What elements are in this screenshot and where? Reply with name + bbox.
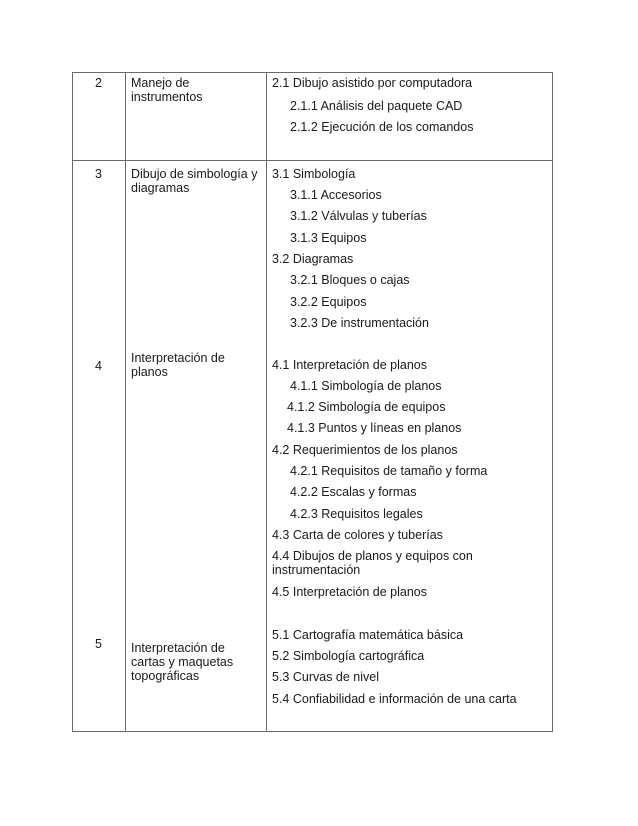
unit-topic: Interpretación de planos <box>131 351 225 379</box>
subtopic-item: 2.1.2 Ejecución de los comandos <box>290 120 474 134</box>
unit-number: 4 <box>95 359 102 373</box>
unit-number: 5 <box>95 637 102 651</box>
subtopic-item: 3.2.3 De instrumentación <box>290 316 429 330</box>
topic-item: 5.3 Curvas de nivel <box>272 670 380 684</box>
subtopic-item: 2.1.1 Análisis del paquete CAD <box>290 99 463 113</box>
column-divider <box>125 73 126 731</box>
subtopic-item: 3.1.1 Accesorios <box>290 188 382 202</box>
subtopic-item: 4.1.3 Puntos y líneas en planos <box>287 421 462 435</box>
subtopic-item: 3.2.2 Equipos <box>290 295 367 309</box>
subtopic-item: 4.2.2 Escalas y formas <box>290 485 417 499</box>
subtopic-item: 4.1.2 Simbología de equipos <box>287 400 446 414</box>
unit-topic: Dibujo de simbología y diagramas <box>131 167 258 195</box>
subtopic-item: 3.1.3 Equipos <box>290 231 367 245</box>
column-divider <box>266 73 267 731</box>
topic-item: 4.4 Dibujos de planos y equipos con instrumentación <box>272 549 473 577</box>
topic-item: 3.1 Simbología <box>272 167 356 181</box>
row-divider <box>73 160 552 161</box>
topic-item: 4.3 Carta de colores y tuberías <box>272 528 443 542</box>
topic-item: 5.4 Confiabilidad e información de una carta <box>272 692 517 706</box>
unit-number: 3 <box>95 167 102 181</box>
topic-item: 4.5 Interpretación de planos <box>272 585 427 599</box>
subtopic-item: 4.1.1 Simbología de planos <box>290 379 442 393</box>
topic-item: 5.2 Simbología cartográfica <box>272 649 425 663</box>
subtopic-item: 3.1.2 Válvulas y tuberías <box>290 209 427 223</box>
unit-topic: Manejo de instrumentos <box>131 76 203 104</box>
subtopic-item: 3.2.1 Bloques o cajas <box>290 273 410 287</box>
topic-item: 5.1 Cartografía matemática básica <box>272 628 464 642</box>
topic-item: 4.1 Interpretación de planos <box>272 358 427 372</box>
syllabus-table <box>72 72 553 732</box>
topic-item: 4.2 Requerimientos de los planos <box>272 443 458 457</box>
subtopic-item: 4.2.1 Requisitos de tamaño y forma <box>290 464 488 478</box>
subtopic-item: 4.2.3 Requisitos legales <box>290 507 423 521</box>
unit-number: 2 <box>95 76 102 90</box>
topic-item: 2.1 Dibujo asistido por computadora <box>272 76 473 90</box>
unit-topic: Interpretación de cartas y maquetas topográficas <box>131 641 234 683</box>
topic-item: 3.2 Diagramas <box>272 252 354 266</box>
